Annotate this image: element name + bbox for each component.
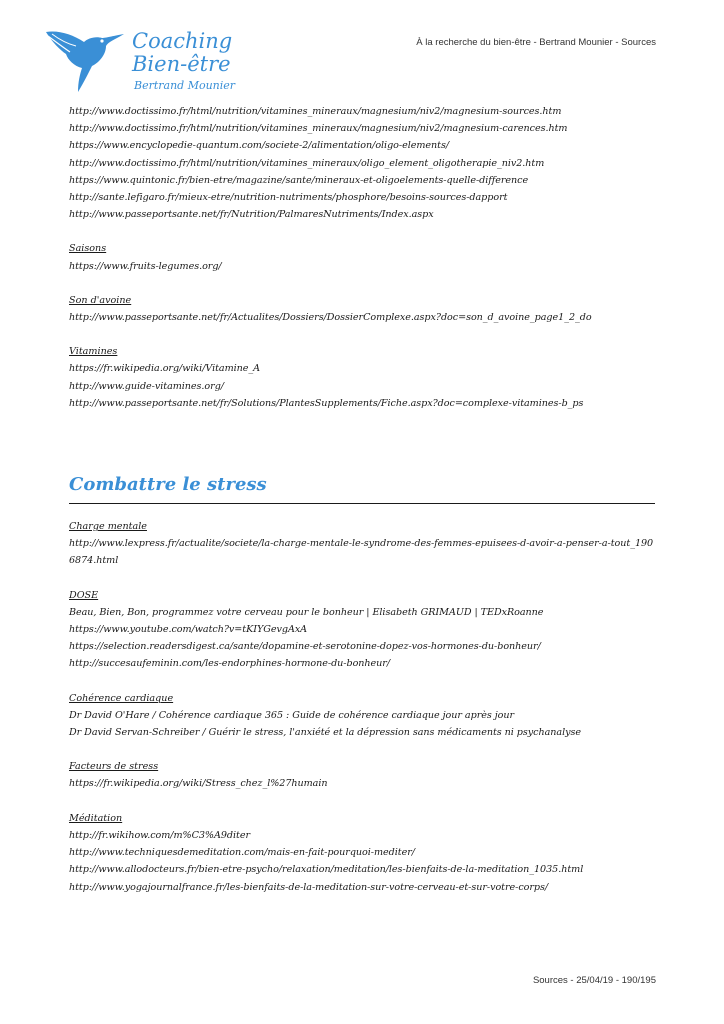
source-reference: Beau, Bien, Bon, programmez votre cerveau pour le bonheur | Elisabeth GRIMAUD | TEDxRoanne (69, 606, 544, 618)
section-coherence-cardiaque (69, 690, 655, 742)
source-link[interactable]: http://succesaufeminin.com/les-endorphines-hormone-du-bonheur/ (69, 658, 391, 670)
source-link[interactable]: http://www.doctissimo.fr/html/nutrition/vitamines_mineraux/magnesium/niv2/magnesium-carences.htm (69, 123, 568, 135)
logo-title-line1: Coaching (132, 29, 233, 53)
section-title: Méditation (69, 812, 123, 824)
chapter-heading: Combattre le stress (69, 472, 655, 504)
section-charge-mentale (69, 518, 655, 570)
section-son-davoine (69, 292, 655, 326)
section-title: Facteurs de stress (69, 761, 159, 773)
source-link[interactable]: http://www.passeportsante.net/fr/Nutrition/PalmaresNutriments/Index.aspx (69, 209, 434, 221)
source-link[interactable]: http://www.passeportsante.net/fr/Actualites/Dossiers/DossierComplexe.aspx?doc=son_d_avoine_page1_2_do (69, 312, 592, 324)
hummingbird-icon (44, 26, 134, 96)
logo-title-line2: Bien-être (132, 52, 231, 76)
source-link[interactable]: http://www.allodocteurs.fr/bien-etre-psycho/relaxation/meditation/les-bienfaits-de-la-meditation_1035.html (69, 864, 584, 876)
section-saisons (69, 240, 655, 274)
source-link[interactable]: http://www.techniquesdemeditation.com/mais-en-fait-pourquoi-mediter/ (69, 847, 415, 859)
source-reference: Dr David O'Hare / Cohérence cardiaque 365 : Guide de cohérence cardiaque jour après jour (69, 709, 515, 721)
source-link[interactable]: http://www.lexpress.fr/actualite/societe/la-charge-mentale-le-syndrome-des-femmes-epuisees-d-avoir-a-penser-a-tout_1906874.html (69, 538, 654, 567)
spacer (69, 412, 655, 456)
top-link-list (69, 103, 655, 223)
source-reference: Dr David Servan-Schreiber / Guérir le stress, l'anxiété et la dépression sans médicaments ni psychanalyse (69, 727, 581, 739)
source-link[interactable]: http://www.guide-vitamines.org/ (69, 380, 224, 392)
header-running-title: À la recherche du bien-être - Bertrand Mounier - Sources (416, 37, 656, 48)
section-title: Saisons (69, 243, 107, 255)
source-link[interactable]: https://www.fruits-legumes.org/ (69, 260, 222, 272)
section-title: Charge mentale (69, 521, 147, 533)
sources-content (69, 103, 655, 896)
source-link[interactable]: http://www.passeportsante.net/fr/Solutions/PlantesSupplements/Fiche.aspx?doc=complexe-vitamines-b_ps (69, 397, 584, 409)
section-title: DOSE (69, 589, 99, 601)
page-footer: Sources - 25/04/19 - 190/195 (532, 975, 656, 986)
source-link[interactable]: http://www.doctissimo.fr/html/nutrition/vitamines_mineraux/magnesium/niv2/magnesium-sources.htm (69, 106, 562, 117)
source-link[interactable]: https://www.encyclopedie-quantum.com/societe-2/alimentation/oligo-elements/ (69, 140, 450, 152)
source-link[interactable]: https://www.youtube.com/watch?v=tKIYGevgAxA (69, 624, 308, 636)
source-link[interactable]: http://www.yogajournalfrance.fr/les-bienfaits-de-la-meditation-sur-votre-cerveau-et-sur-votre-corps/ (69, 881, 549, 893)
section-title: Cohérence cardiaque (69, 692, 174, 704)
section-dose (69, 587, 655, 673)
section-title: Son d'avoine (69, 294, 132, 306)
section-meditation (69, 810, 655, 896)
source-link[interactable]: http://www.doctissimo.fr/html/nutrition/vitamines_mineraux/oligo_element_oligotherapie_niv2.htm (69, 157, 545, 169)
section-title: Vitamines (69, 346, 118, 358)
source-link[interactable]: https://selection.readersdigest.ca/sante/dopamine-et-serotonine-dopez-vos-hormones-du-bonheur/ (69, 641, 541, 653)
logo-subtitle: Bertrand Mounier (134, 79, 236, 92)
section-vitamines (69, 343, 655, 412)
source-link[interactable]: https://fr.wikipedia.org/wiki/Vitamine_A (69, 363, 261, 375)
source-link[interactable]: https://www.quintonic.fr/bien-etre/magazine/sante/mineraux-et-oligoelements-quelle-difference (69, 174, 529, 186)
logo (44, 26, 244, 106)
source-link[interactable]: http://fr.wikihow.com/m%C3%A9diter (69, 829, 251, 841)
source-link[interactable]: http://sante.lefigaro.fr/mieux-etre/nutrition-nutriments/phosphore/besoins-sources-dapport (69, 192, 508, 204)
section-facteurs-de-stress (69, 758, 655, 792)
source-link[interactable]: https://fr.wikipedia.org/wiki/Stress_chez_l%27humain (69, 778, 328, 790)
